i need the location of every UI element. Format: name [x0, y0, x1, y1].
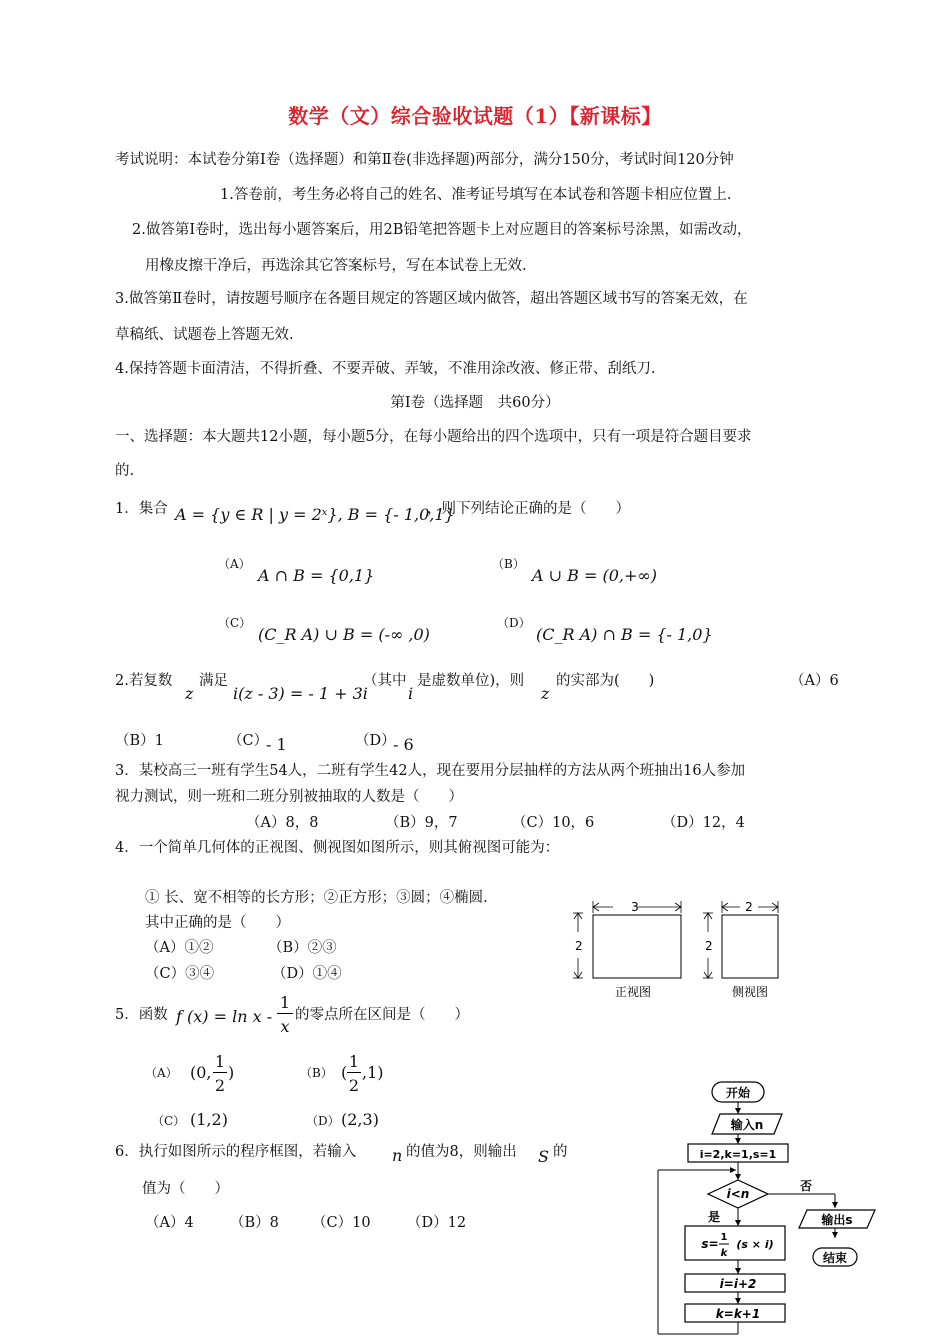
front-view-caption: 正视图: [614, 985, 652, 999]
instruction-4: 4.保持答题卡面清洁，不得折叠、不要弄破、弄皱，不准用涂改液、修正带、刮纸刀.: [115, 361, 656, 377]
q5-option-b-bar: [347, 1072, 361, 1073]
q5-option-d-value: (2,3): [341, 1110, 379, 1129]
q2-part4: 是虚数单位)，则: [417, 673, 525, 689]
q6-option-a: （A）4: [145, 1215, 194, 1231]
q6-line2: 值为（ ）: [142, 1181, 229, 1197]
flow-s-update-den: k: [720, 1248, 728, 1259]
q5-frac-den: x: [280, 1017, 290, 1036]
q5-prefix: 5．函数: [115, 1007, 168, 1023]
instructions-intro: 考试说明：本试卷分第Ⅰ卷（选择题）和第Ⅱ卷(非选择题)两部分，满分150分，考试时间120分钟: [115, 152, 734, 168]
q1-option-c: (C_R A) ∪ B = (-∞ ,0): [258, 625, 430, 644]
q4-option-b: （B）②③: [268, 940, 337, 956]
q5-frac-bar: [277, 1013, 293, 1014]
q4-option-c: （C）③④: [145, 966, 215, 982]
q4-option-a: （A）①②: [145, 940, 214, 956]
q6-option-d: （D）12: [407, 1215, 467, 1231]
q6-n: n: [392, 1146, 403, 1165]
q4-option-d: （D）①④: [272, 966, 342, 982]
q5-suffix: 的零点所在区间是（ ）: [295, 1007, 469, 1023]
q1-prefix: 1．集合: [115, 501, 168, 517]
instruction-2b: 用橡皮擦干净后，再选涂其它答案标号，写在本试卷上无效.: [145, 258, 527, 274]
q2-option-d-value: - 6: [393, 735, 414, 754]
flowchart: [650, 1078, 890, 1340]
front-view: [573, 900, 681, 999]
section1-line2: 的.: [115, 463, 135, 479]
q6-option-b: （B）8: [230, 1215, 279, 1231]
flow-i-update-label: i=i+2: [719, 1277, 757, 1291]
q6-s: S: [538, 1147, 549, 1166]
q1-label-b: （B）: [492, 557, 525, 571]
flow-start-label: 开始: [725, 1086, 751, 1100]
q5-option-b-num: 1: [348, 1052, 360, 1071]
front-width-label: 3: [631, 900, 639, 914]
q5-option-d-label: （D）: [306, 1114, 340, 1128]
q3-option-c: （C）10，6: [512, 815, 595, 831]
q5-option-a-num: 1: [214, 1052, 226, 1071]
q3-line1: 3．某校高三一班有学生54人，二班有学生42人，现在要用分层抽样的方法从两个班抽出16人参加: [115, 763, 746, 779]
q5-option-b-den: 2: [348, 1076, 360, 1095]
q5-option-c-value: (1,2): [190, 1110, 228, 1129]
side-height-label: 2: [705, 939, 713, 953]
q1-formula: A = {y ∈ R | y = 2ˣ}, B = {- 1,0,1}: [175, 505, 455, 524]
q2-option-c-value: - 1: [266, 735, 287, 754]
q1-label-d: （D）: [497, 616, 531, 630]
flow-input-label: 输入n: [730, 1118, 764, 1132]
side-view: [703, 900, 778, 999]
q2-option-c-label: （C）: [228, 733, 269, 749]
flow-output-label: 输出s: [821, 1213, 853, 1227]
q5-frac-num: 1: [279, 993, 291, 1012]
q4-line2: ① 长、宽不相等的长方形；②正方形；③圆；④椭圆.: [145, 890, 488, 906]
flow-s-update-left: s=: [701, 1237, 719, 1251]
flow-s-update-right: (s × i): [736, 1238, 774, 1251]
section1-line1: 一、选择题：本大题共12小题，每小题5分，在每小题给出的四个选项中，只有一项是符合题目要求: [115, 429, 752, 445]
part1-header: 第Ⅰ卷（选择题 共60分）: [390, 395, 560, 411]
q2-z-2: z: [541, 684, 550, 703]
q4-line3: 其中正确的是（ ）: [145, 915, 290, 931]
instruction-2a: 2.做答第Ⅰ卷时，选出每小题答案后，用2B铅笔把答题卡上对应题目的答案标号涂黑，如需改动，: [132, 222, 752, 238]
page-title: 数学（文）综合验收试题（1）【新课标】: [288, 104, 662, 128]
three-view-figure: [565, 893, 795, 1003]
instruction-1: 1.答卷前，考生务必将自己的姓名、准考证号填写在本试卷和答题卡相应位置上.: [220, 187, 732, 203]
flow-condition-label: i<n: [726, 1187, 750, 1201]
q1-option-d: (C_R A) ∩ B = {- 1,0}: [536, 625, 713, 644]
q1-suffix: ，则下列结论正确的是（ ）: [427, 501, 630, 517]
q4-line1: 4．一个简单几何体的正视图、侧视图如图所示，则其俯视图可能为：: [115, 840, 560, 856]
q3-option-d: （D）12，4: [662, 815, 745, 831]
q2-part2: 满足: [199, 673, 228, 689]
flow-yes-label: 是: [708, 1210, 721, 1224]
q5-option-a-left: (0,: [190, 1063, 212, 1082]
q2-part1: 2.若复数: [115, 673, 173, 689]
q2-option-d-label: （D）: [355, 733, 396, 749]
q3-line2: 视力测试，则一班和二班分别被抽取的人数是（ ）: [115, 789, 463, 805]
q3-option-b: （B）9，7: [385, 815, 458, 831]
q1-label-a: （A）: [218, 557, 251, 571]
q5-option-a-label: （A）: [145, 1066, 178, 1080]
flow-init-label: i=2,k=1,s=1: [699, 1148, 777, 1161]
q5-function: f (x) = ln x -: [176, 1007, 273, 1026]
q3-option-a: （A）8，8: [246, 815, 319, 831]
side-view-caption: 侧视图: [731, 985, 769, 999]
q6-part1: 6．执行如图所示的程序框图，若输入: [115, 1144, 357, 1160]
q5-option-b-label: （B）: [300, 1066, 333, 1080]
q6-option-c: （C）10: [312, 1215, 371, 1231]
q2-option-a: （A）6: [790, 673, 839, 689]
q5-option-a-right: ): [228, 1063, 235, 1082]
flow-end-label: 结束: [822, 1251, 848, 1265]
q2-z: z: [185, 684, 194, 703]
flow-k-update-label: k=k+1: [715, 1307, 761, 1321]
q2-option-b: （B）1: [115, 733, 164, 749]
q1-option-b: A ∪ B = (0,+∞): [532, 566, 657, 585]
side-width-label: 2: [745, 900, 753, 914]
front-height-label: 2: [575, 939, 583, 953]
q5-option-a-den: 2: [214, 1076, 226, 1095]
q6-part2: 的值为8，则输出: [406, 1144, 517, 1160]
q5-option-b-left: (: [341, 1063, 348, 1082]
q6-part3: 的: [553, 1144, 568, 1160]
q2-part5: 的实部为( ): [556, 673, 655, 689]
instruction-3b: 草稿纸、试题卷上答题无效.: [115, 327, 294, 343]
flow-no-label: 否: [800, 1179, 813, 1193]
q2-part3: （其中: [363, 673, 407, 689]
instruction-3a: 3.做答第Ⅱ卷时，请按题号顺序在各题目规定的答题区域内做答，超出答题区域书写的答案无效，在: [115, 291, 748, 307]
q5-option-b-right: ,1): [362, 1063, 384, 1082]
q1-option-a: A ∩ B = {0,1}: [258, 566, 375, 585]
q2-i: i: [408, 684, 414, 703]
q5-option-c-label: （C）: [152, 1114, 186, 1128]
flow-s-update-num: 1: [720, 1232, 728, 1243]
q1-label-c: （C）: [218, 616, 252, 630]
q5-option-a-bar: [213, 1072, 227, 1073]
q2-equation: i(z - 3) = - 1 + 3i: [233, 684, 368, 703]
